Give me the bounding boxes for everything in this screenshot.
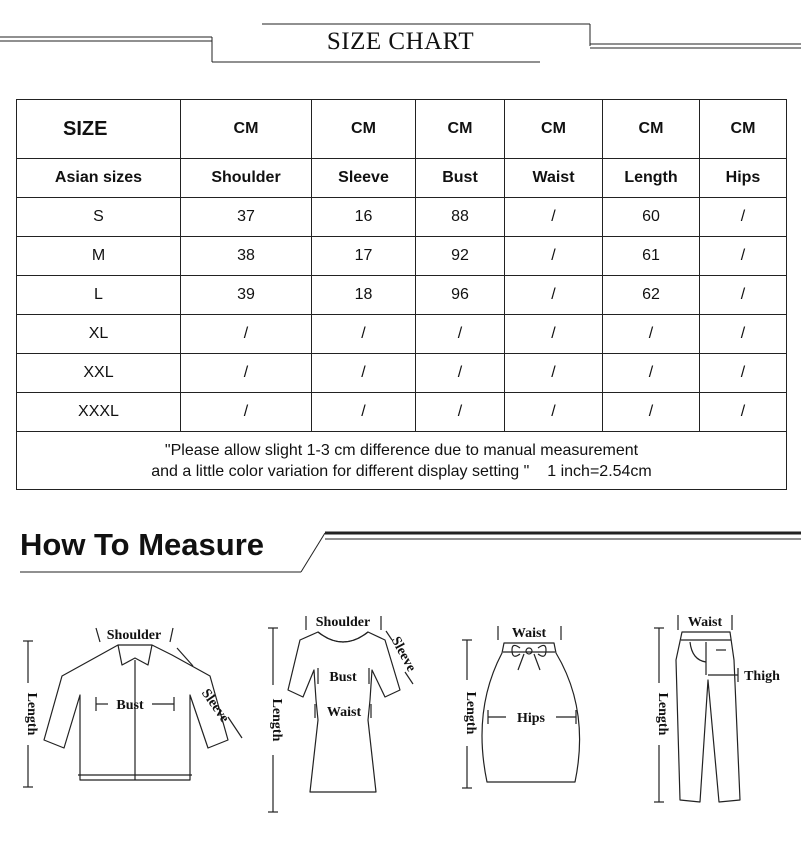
table-cell: S bbox=[17, 198, 181, 237]
table-row bbox=[17, 315, 787, 354]
header-cell-unit: CM bbox=[700, 100, 787, 159]
label-cell-sleeve: Sleeve bbox=[312, 159, 416, 198]
table-cell: L bbox=[17, 276, 181, 315]
measurement-note bbox=[17, 432, 787, 490]
table-cell: / bbox=[700, 198, 787, 237]
dress-bust-label: Bust bbox=[329, 670, 357, 685]
table-row bbox=[17, 354, 787, 393]
table-cell: / bbox=[603, 354, 700, 393]
table-cell: / bbox=[603, 315, 700, 354]
table-cell: 88 bbox=[416, 198, 505, 237]
table-cell: 38 bbox=[181, 237, 312, 276]
table-cell: / bbox=[505, 393, 603, 432]
header-cell-unit: CM bbox=[181, 100, 312, 159]
page-title: SIZE CHART bbox=[326, 28, 475, 55]
table-row bbox=[17, 237, 787, 276]
table-cell: / bbox=[312, 393, 416, 432]
table-cell: / bbox=[700, 237, 787, 276]
table-cell: / bbox=[505, 315, 603, 354]
dress-shoulder-label: Shoulder bbox=[315, 615, 371, 630]
note-line-2 bbox=[17, 461, 786, 482]
table-cell: / bbox=[505, 354, 603, 393]
table-cell: 17 bbox=[312, 237, 416, 276]
table-cell: XXXL bbox=[17, 393, 181, 432]
table-cell: / bbox=[312, 315, 416, 354]
skirt-waist-label: Waist bbox=[511, 626, 547, 641]
table-cell: 62 bbox=[603, 276, 700, 315]
label-cell-hips: Hips bbox=[700, 159, 787, 198]
table-header-row bbox=[17, 100, 787, 159]
table-cell: / bbox=[700, 354, 787, 393]
header-cell-size: SIZE bbox=[17, 100, 181, 159]
table-cell: / bbox=[505, 198, 603, 237]
header-cell-unit: CM bbox=[312, 100, 416, 159]
pants-thigh-label: Thigh bbox=[744, 669, 780, 684]
table-row bbox=[17, 198, 787, 237]
table-cell: / bbox=[312, 354, 416, 393]
table-cell: / bbox=[505, 237, 603, 276]
shirt-sleeve-label: Sleeve bbox=[198, 686, 232, 726]
skirt-figure bbox=[462, 626, 580, 788]
label-cell-waist: Waist bbox=[505, 159, 603, 198]
dress-waist-label: Waist bbox=[326, 705, 362, 720]
table-cell: / bbox=[181, 315, 312, 354]
table-cell: 60 bbox=[603, 198, 700, 237]
pants-waist-label: Waist bbox=[687, 615, 723, 630]
table-label-row bbox=[17, 159, 787, 198]
table-note-row bbox=[17, 432, 787, 490]
label-cell-bust: Bust bbox=[416, 159, 505, 198]
measurement-figures bbox=[0, 600, 801, 844]
skirt-length-label: Length bbox=[463, 691, 478, 735]
table-cell: 18 bbox=[312, 276, 416, 315]
shirt-shoulder-label: Shoulder bbox=[106, 628, 162, 643]
pants-length-label: Length bbox=[655, 692, 670, 736]
how-to-measure-title: How To Measure bbox=[20, 527, 265, 562]
dress-sleeve-label: Sleeve bbox=[387, 634, 419, 675]
table-cell: 92 bbox=[416, 237, 505, 276]
header-cell-unit: CM bbox=[416, 100, 505, 159]
table-cell: / bbox=[416, 393, 505, 432]
label-cell-shoulder: Shoulder bbox=[181, 159, 312, 198]
table-cell: / bbox=[181, 393, 312, 432]
table-row bbox=[17, 393, 787, 432]
note-line-2-text: and a little color variation for different display setting " bbox=[151, 462, 530, 480]
table-cell: / bbox=[416, 354, 505, 393]
skirt-hips-label: Hips bbox=[516, 711, 546, 726]
table-cell: M bbox=[17, 237, 181, 276]
shirt-length-label: Length bbox=[24, 692, 39, 736]
table-cell: / bbox=[700, 315, 787, 354]
inch-conversion: 1 inch=2.54cm bbox=[547, 462, 652, 480]
table-cell: / bbox=[505, 276, 603, 315]
label-cell-asian-sizes: Asian sizes bbox=[17, 159, 181, 198]
table-cell: / bbox=[416, 315, 505, 354]
table-cell: 96 bbox=[416, 276, 505, 315]
note-line-1: "Please allow slight 1-3 cm difference due to manual measurement bbox=[164, 441, 639, 459]
size-table bbox=[16, 99, 787, 490]
header-cell-unit: CM bbox=[603, 100, 700, 159]
table-cell: XXL bbox=[17, 354, 181, 393]
table-cell: XL bbox=[17, 315, 181, 354]
table-row bbox=[17, 276, 787, 315]
table-cell: / bbox=[700, 393, 787, 432]
table-cell: 16 bbox=[312, 198, 416, 237]
label-cell-length: Length bbox=[603, 159, 700, 198]
table-cell: 39 bbox=[181, 276, 312, 315]
table-cell: 61 bbox=[603, 237, 700, 276]
table-cell: / bbox=[700, 276, 787, 315]
table-cell: 37 bbox=[181, 198, 312, 237]
dress-length-label: Length bbox=[269, 698, 284, 742]
table-cell: / bbox=[603, 393, 700, 432]
table-cell: / bbox=[181, 354, 312, 393]
shirt-bust-label: Bust bbox=[116, 698, 144, 713]
header-cell-unit: CM bbox=[505, 100, 603, 159]
